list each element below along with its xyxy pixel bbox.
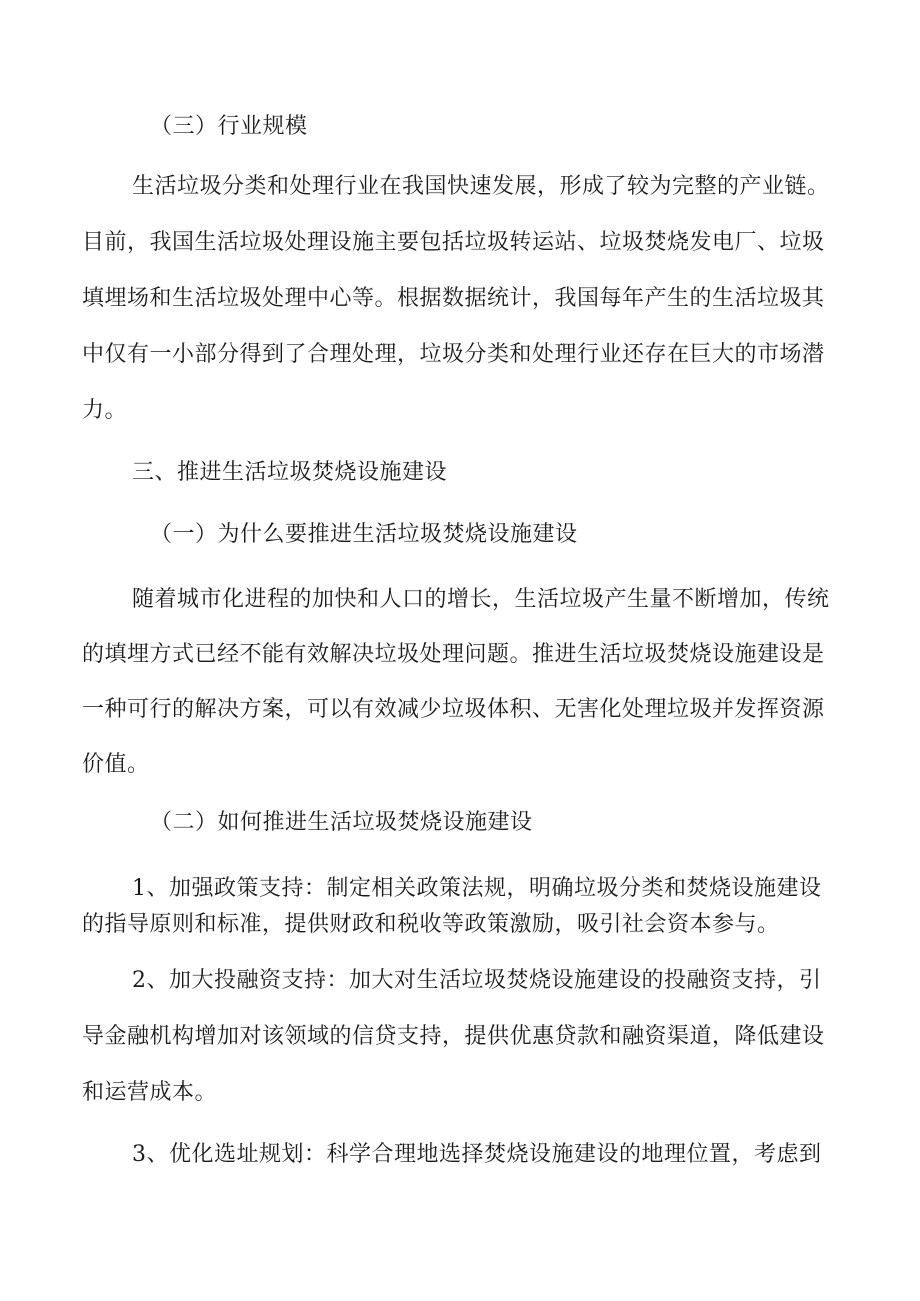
paragraph-line: 中仅有一小部分得到了合理处理，垃圾分类和处理行业还存在巨大的市场潜 [82, 342, 825, 367]
section-heading: 三、推进生活垃圾焚烧设施建设 [132, 460, 448, 485]
paragraph-line: 随着城市化进程的加快和人口的增长，生活垃圾产生量不断增加，传统 [132, 587, 830, 612]
paragraph-line: 力。 [82, 398, 128, 423]
list-item-line: 3、优化选址规划：科学合理地选择焚烧设施建设的地理位置，考虑到 [132, 1142, 822, 1167]
list-item-line: 的指导原则和标准，提供财政和税收等政策激励，吸引社会资本参与。 [82, 912, 780, 937]
paragraph-line: 价值。 [82, 752, 150, 777]
list-item-line: 和运营成本。 [82, 1080, 218, 1105]
paragraph-line: 目前，我国生活垃圾处理设施主要包括垃圾转运站、垃圾焚烧发电厂、垃圾 [82, 230, 825, 255]
subheading-how: （二）如何推进生活垃圾焚烧设施建设 [150, 810, 533, 835]
paragraph-line: 填埋场和生活垃圾处理中心等。根据数据统计，我国每年产生的生活垃圾其 [82, 286, 825, 311]
paragraph-line: 生活垃圾分类和处理行业在我国快速发展，形成了较为完整的产业链。 [132, 174, 830, 199]
paragraph-line: 一种可行的解决方案，可以有效减少垃圾体积、无害化处理垃圾并发挥资源 [82, 697, 825, 722]
list-item-line: 导金融机构增加对该领域的信贷支持，提供优惠贷款和融资渠道，降低建设 [82, 1024, 825, 1049]
paragraph-line: 的填埋方式已经不能有效解决垃圾处理问题。推进生活垃圾焚烧设施建设是 [82, 642, 825, 667]
subheading-why: （一）为什么要推进生活垃圾焚烧设施建设 [150, 522, 578, 547]
heading-industry-scale: （三）行业规模 [150, 114, 308, 139]
list-item-line: 1、加强政策支持：制定相关政策法规，明确垃圾分类和焚烧设施建设 [132, 876, 822, 901]
list-item-line: 2、加大投融资支持：加大对生活垃圾焚烧设施建设的投融资支持，引 [132, 968, 822, 993]
